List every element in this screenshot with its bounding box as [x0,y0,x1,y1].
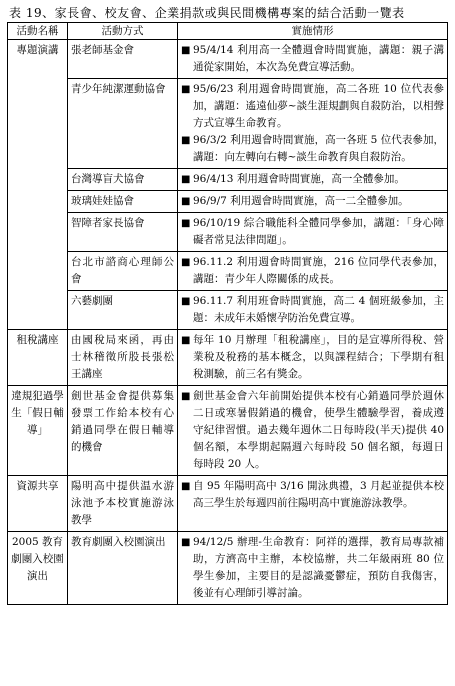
bullet-item: ■ 95/6/23 利用週會時間實施，高二各班 10 位代表參加，講題：遙遠仙夢~談生涯規劃與自殺防治，以相聲方式宣導生命教育。 [181,81,444,132]
bullet-list [181,478,444,512]
bullet-list [181,81,444,166]
implementation-cell [178,532,448,605]
table-body [8,40,448,605]
bullet-item: ■ 96/9/7 利用週會時間實施，高一二全體參加。 [181,193,444,210]
activity-method-cell: 台灣導盲犬協會 [68,169,178,191]
activity-method-cell: 青少年純潔運動協會 [68,79,178,169]
bullet-item: ■ 自 95 年陽明高中 3/16 開泳典禮，3 月起並提供本校高三學生於每週四前往陽明高中實施游泳教學。 [181,478,444,512]
header-row [8,23,448,40]
bullet-list [181,332,444,383]
activity-name-cell: 專題演講 [8,40,68,330]
bullet-list [181,534,444,602]
bullet-item: ■ 每年 10 月辦理「租稅講座」，目的是宣導所得稅、營業稅及稅務的基本概念，以與課程結合；下學期有租稅測驗，前三名有獎金。 [181,332,444,383]
activity-name-cell: 資源共享 [8,476,68,532]
implementation-cell [178,79,448,169]
bullet-item: ■ 劍世基金會六年前開始提供本校有心銷過同學於週休二日或寒暑假銷過的機會，使學生體驗學習，養成遵守紀律習慣。過去幾年週休二日每時段(半天)提供 40 個名額，本學期起隔週六每時段 50 個名額，每週日每時段 20 人。 [181,388,444,473]
bullet-item: ■ 96/4/13 利用週會時間實施，高一全體參加。 [181,171,444,188]
implementation-cell [178,386,448,476]
bullet-list [181,388,444,473]
activity-method-cell: 張老師基金會 [68,40,178,79]
table-row [8,252,448,291]
activity-name-cell: 租稅講座 [8,330,68,386]
header-status: 實施情形 [178,23,448,40]
activity-method-cell: 陽明高中提供温水游泳池予本校實施游泳教學 [68,476,178,532]
activity-method-cell: 智障者家長協會 [68,213,178,252]
implementation-cell [178,191,448,213]
bullet-list [181,254,444,288]
bullet-item: ■ 96/3/2 利用週會時間實施，高一各班 5 位代表參加，講題：向左轉向右轉~談生命教育與自殺防治。 [181,132,444,166]
activity-name-cell: 2005 教育劇團入校園演出 [8,532,68,605]
implementation-cell [178,291,448,330]
table-row [8,291,448,330]
table-row [8,191,448,213]
implementation-cell [178,252,448,291]
bullet-item: ■ 96/10/19 綜合職能科全體同學參加，講題：「身心障礙者常見法律問題」。 [181,215,444,249]
implementation-cell [178,169,448,191]
activity-method-cell: 台北市諮商心理師公會 [68,252,178,291]
header-method: 活動方式 [68,23,178,40]
implementation-cell [178,40,448,79]
table-row [8,213,448,252]
activity-method-cell: 六藝劇團 [68,291,178,330]
header-activity: 活動名稱 [8,23,68,40]
bullet-list [181,171,444,188]
activity-table [7,22,448,605]
table-row [8,330,448,386]
activity-method-cell: 教育劇團入校園演出 [68,532,178,605]
activity-method-cell: 由國稅局來函，再由士林稽徵所股長張松王講座 [68,330,178,386]
activity-name-cell: 違規犯過學生「假日輔導」 [8,386,68,476]
table-row [8,476,448,532]
table-row [8,79,448,169]
table-row [8,40,448,79]
table-caption: 表 19、家長會、校友會、企業捐款或與民間機構專案的結合活動一覽表 [9,6,405,20]
bullet-list [181,293,444,327]
bullet-item: ■ 95/4/14 利用高一全體週會時間實施，講題：親子溝通從家開始，本次為免費宣導活動。 [181,42,444,76]
bullet-item: ■ 96.11.2 利用週會時間實施，216 位同學代表參加，講題：青少年人際關係的成長。 [181,254,444,288]
bullet-list [181,193,444,210]
implementation-cell [178,213,448,252]
activity-method-cell: 劍世基金會提供募集發票工作給本校有心銷過同學在假日輔導的機會 [68,386,178,476]
table-row [8,169,448,191]
bullet-item: ■ 96.11.7 利用班會時間實施，高二 4 個班級參加，主題：未成年未婚懷孕防治免費宣導。 [181,293,444,327]
bullet-list [181,42,444,76]
table-row [8,386,448,476]
bullet-item: ■ 94/12/5 辦理-生命教育：阿祥的選擇，教育局專款補助，方濟高中主辦，本校協辦，共二年級兩班 80 位學生參加，主要目的是認識憂鬱症，預防自我傷害，後並有心理師引導討論。 [181,534,444,602]
implementation-cell [178,330,448,386]
implementation-cell [178,476,448,532]
bullet-list [181,215,444,249]
activity-method-cell: 玻璃娃娃協會 [68,191,178,213]
table-row [8,532,448,605]
